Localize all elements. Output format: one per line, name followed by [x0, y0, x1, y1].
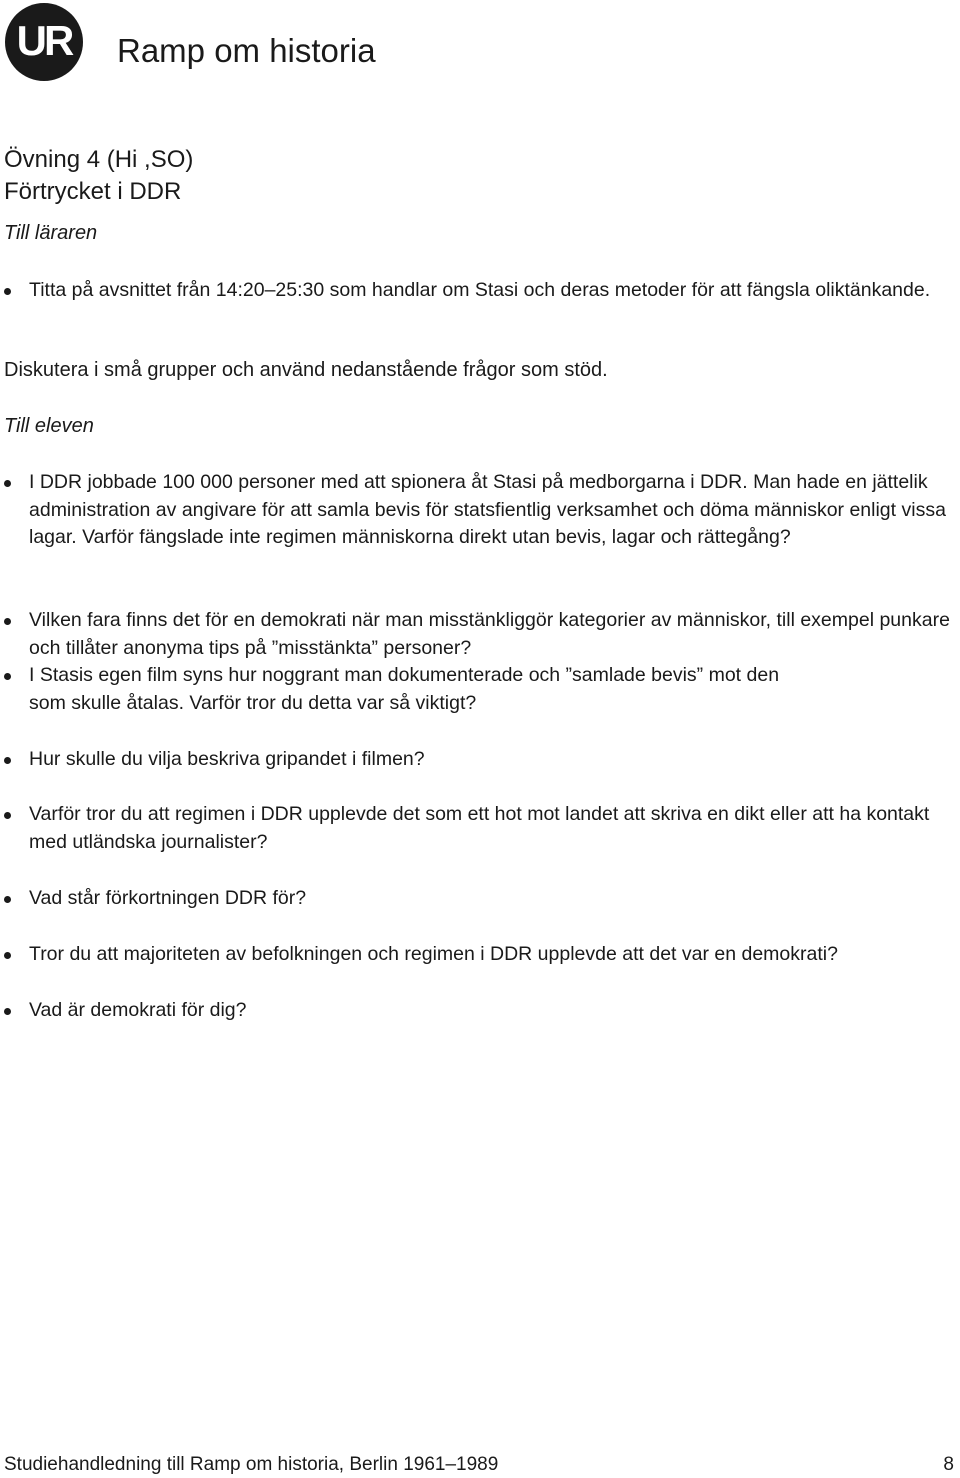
bullet-icon [4, 757, 11, 764]
question-item [4, 801, 952, 856]
bullet-icon [4, 288, 11, 295]
question-item [4, 469, 952, 552]
teacher-item [4, 277, 952, 305]
bullet-icon [4, 812, 11, 819]
exercise-subtitle: Förtrycket i DDR [4, 178, 182, 205]
question-text: Vilken fara finns det för en demokrati när man misstänkliggör kategorier av människor, till exempel punkare och tillåter anonyma tips på ”misstänkta” personer? [29, 609, 950, 659]
footer-text: Studiehandledning till Ramp om historia, Berlin 1961–1989 [4, 1454, 499, 1475]
question-text: Hur skulle du vilja beskriva gripandet i filmen? [29, 748, 425, 770]
question-text: Vad står förkortningen DDR för? [29, 887, 307, 909]
question-text: Vad är demokrati för dig? [29, 999, 247, 1021]
question-text: I Stasis egen film syns hur noggrant man dokumenterade och ”samlade bevis” mot den som skulle åtalas. Varför tror du detta var så viktigt? [29, 664, 780, 714]
page-number: 8 [943, 1454, 954, 1475]
question-item [4, 997, 952, 1025]
question-item [4, 885, 952, 913]
teacher-item-text: Titta på avsnittet från 14:20–25:30 som handlar om Stasi och deras metoder för att fängsla oliktänkande. [29, 279, 931, 301]
student-label: Till eleven [4, 415, 94, 437]
ur-logo-text: UR [16, 17, 72, 64]
series-title: Ramp om historia [117, 32, 376, 69]
bullet-icon [4, 480, 11, 487]
bullet-icon [4, 673, 11, 680]
bullet-icon [4, 896, 11, 903]
question-text: I DDR jobbade 100 000 personer med att spionera åt Stasi på medborgarna i DDR. Man hade en jättelik administration av angivare för att samla bevis för statsfientlig verksamhet och döma människor enligt vissa lagar. Varför fängslade inte regimen människorna direkt utan bevis, lagar och rättegång? [29, 471, 946, 548]
question-item [4, 662, 794, 717]
question-item [4, 746, 952, 774]
bullet-icon [4, 952, 11, 959]
bullet-icon [4, 1008, 11, 1015]
question-item [4, 941, 952, 969]
exercise-title: Övning 4 (Hi ,SO) [4, 146, 194, 173]
ur-logo [5, 3, 83, 81]
teacher-label: Till läraren [4, 222, 98, 244]
question-text: Varför tror du att regimen i DDR upplevde det som ett hot mot landet att skriva en dikt eller att ha kontakt med utländska journalister? [29, 803, 930, 853]
question-item [4, 607, 952, 662]
bullet-icon [4, 618, 11, 625]
discuss-text: Diskutera i små grupper och använd nedanstående frågor som stöd. [4, 359, 608, 381]
question-text: Tror du att majoriteten av befolkningen och regimen i DDR upplevde att det var en demokrati? [29, 943, 838, 965]
